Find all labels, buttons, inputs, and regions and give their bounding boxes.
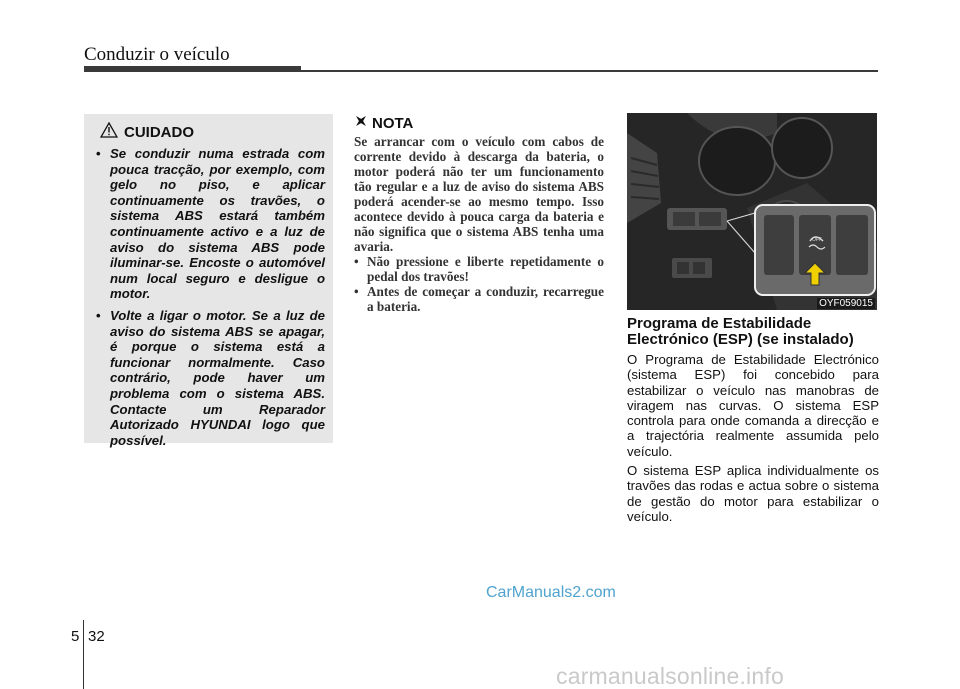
note-item-text: Não pressione e liberte repetidamente o pedal dos travões! xyxy=(367,254,604,284)
bullet: • xyxy=(354,284,359,299)
note-header xyxy=(354,114,604,132)
footer-site-mark: carmanualsonline.info xyxy=(556,663,784,689)
esp-body xyxy=(627,352,879,528)
section-number: 5 xyxy=(71,628,80,645)
svg-text:OFF: OFF xyxy=(812,237,822,243)
warning-triangle-icon xyxy=(100,122,118,143)
note-section xyxy=(354,114,604,314)
esp-paragraph: O sistema ESP aplica individualmente os travões das rodas e actua sobre o sistema de gestão do motor para estabilizar o veículo. xyxy=(627,463,879,524)
note-list xyxy=(354,254,604,314)
note-item-text: Antes de começar a conduzir, recarregue a bateria. xyxy=(367,284,604,314)
page-header-title: Conduzir o veículo xyxy=(84,44,230,65)
caution-item-text: Volte a ligar o motor. Se a luz de aviso do sistema ABS se apagar, é porque o sistema está a funcionar normalmente. Caso contrário, pode haver um problema com o sistema ABS. Contacte um Reparador Autorizado HYUNDAI logo que possível. xyxy=(110,307,325,448)
note-title: NOTA xyxy=(372,114,414,132)
caution-item xyxy=(96,146,325,302)
caution-title: CUIDADO xyxy=(124,124,194,141)
bullet: • xyxy=(96,146,101,161)
caution-box xyxy=(84,114,333,448)
caution-item xyxy=(96,308,325,448)
esp-heading: Programa de Estabilidade Electrónico (ESP) (se instalado) xyxy=(627,315,854,348)
caution-list xyxy=(96,146,325,448)
header-rule-thin xyxy=(301,70,878,72)
bullet: • xyxy=(354,254,359,269)
page-number: 32 xyxy=(88,628,105,645)
bullet: • xyxy=(96,307,101,323)
figure-caption: OYF059015 xyxy=(819,298,873,309)
note-body: Se arrancar com o veículo com cabos de corrente devido à descarga da bateria, o motor poderá não ter um funcionamento tão regular e a luz de aviso do sistema ABS poderá acender-se ao mesmo tempo. Isso acontece devido à pouca carga da bateria e não significa que o sistema ABS tenha uma avaria. xyxy=(354,134,604,254)
dashboard-illustration xyxy=(627,113,877,310)
note-item xyxy=(354,284,604,314)
page-divider xyxy=(83,620,84,689)
caution-item-text: Se conduzir numa estrada com pouca tracção, por exemplo, com gelo no piso, e aplicar continuamente os travões, o sistema ABS estará também continuamente activo e a luz de aviso do sistema ABS pode iluminar-se. Encoste o automóvel num local seguro e desligue o motor. xyxy=(110,146,325,302)
esp-paragraph: O Programa de Estabilidade Electrónico (sistema ESP) foi concebido para estabilizar o veículo nas manobras de viragem nas curvas. O sistema ESP controla para onde comanda a direcção e a trajectória realmente assumida pelo veículo. xyxy=(627,352,879,459)
header-rule-thick xyxy=(84,66,301,72)
watermark-link[interactable]: CarManuals2.com xyxy=(486,584,616,601)
cross-star-icon xyxy=(354,114,368,132)
dashboard-figure xyxy=(627,113,877,310)
caution-header xyxy=(100,122,325,143)
note-item xyxy=(354,254,604,284)
